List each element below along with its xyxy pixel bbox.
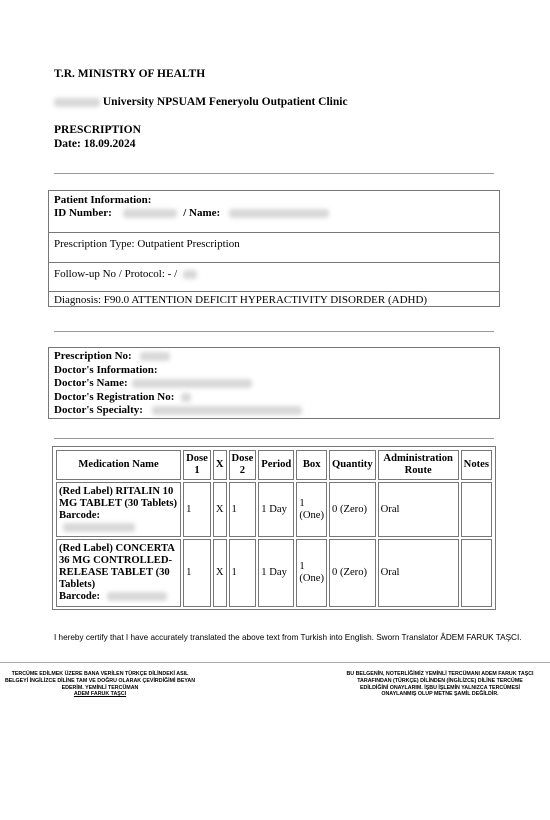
box-cell: 1 (One): [296, 539, 327, 607]
redacted-doctor-name: [132, 379, 252, 388]
patient-info-box: [48, 190, 500, 307]
redacted-protocol: [183, 270, 197, 279]
barcode-line: [59, 591, 178, 603]
table-row: [56, 482, 492, 537]
footer-right-line: ONAYLANMIŞ OLUP METNE ŞAMİL DEĞİLDİR.: [381, 691, 499, 698]
barcode-label: Barcode:: [59, 591, 100, 602]
footer-left-note: [0, 671, 200, 698]
footer-divider: [0, 662, 550, 663]
med-name: (Red Label) CONCERTA 36 MG CONTROLLED-RELEASE TABLET (30 Tablets): [59, 543, 175, 590]
route-cell: Oral: [378, 539, 459, 607]
header-box: Box: [296, 450, 327, 480]
doctor-reg-label: Doctor's Registration No:: [54, 390, 175, 403]
name-label: / Name:: [183, 207, 221, 219]
period-cell: 1 Day: [258, 539, 294, 607]
prescription-no-line: [54, 350, 302, 364]
divider-1: [54, 173, 494, 174]
ministry-heading: T.R. MINISTRY OF HEALTH: [54, 68, 206, 80]
footer-right-line: BU BELGENİN, NOTERLİĞİMİZ YEMİNLİ TERCÜMANI ADEM FARUK TAŞCI: [346, 671, 534, 677]
dose2-cell: 1: [229, 482, 257, 537]
footer-right-line: TARAFINDAN (TÜRKÇE) DİLİNDEN (İNGİLİZCE) DİLİNE TERCÜME: [357, 677, 523, 684]
route-cell: Oral: [378, 482, 459, 537]
barcode-label: Barcode:: [59, 509, 100, 521]
med-name-cell: [56, 539, 181, 607]
quantity-cell: 0 (Zero): [329, 539, 376, 607]
footer-left-line: TERCÜME EDİLMEK ÜZERE BANA VERİLEN TÜRKÇE DİLİNDEKİ ASIL: [11, 671, 189, 677]
translator-certification: I hereby certify that I have accurately translated the above text from Turkish into English. Sworn Translator ÂDEM FARUK TAŞCI.: [54, 633, 522, 642]
header-period: Period: [258, 450, 294, 480]
prescription-type-row: [49, 232, 499, 262]
doctor-reg-line: [54, 391, 302, 405]
patient-info-cell: [54, 194, 329, 220]
divider-3: [54, 438, 494, 439]
table-row: [56, 539, 492, 607]
notes-cell: [461, 482, 492, 537]
doctor-spec-line: [54, 404, 302, 418]
header-quantity: Quantity: [329, 450, 376, 480]
doctor-spec-label: Doctor's Specialty:: [54, 404, 143, 417]
redacted-prescription-no: [140, 352, 170, 361]
footer-left-line: EDERİM. YEMİNLİ TERCÜMAN: [61, 684, 139, 691]
med-name: (Red Label) RITALIN 10 MG TABLET (30 Tablets): [59, 485, 178, 509]
prescription-date: Date: 18.09.2024: [54, 138, 136, 150]
follow-up-row: [49, 262, 499, 291]
notes-cell: [461, 539, 492, 607]
patient-info-label: Patient Information:: [54, 194, 152, 206]
dose2-cell: 1: [229, 539, 257, 607]
footer-left-translator-name: ADEM FARUK TAŞCI: [73, 691, 127, 698]
redacted-barcode: [63, 523, 135, 532]
header-dose1: Dose 1: [183, 450, 211, 480]
redacted-doctor-reg: [181, 393, 191, 402]
document-title: PRESCRIPTION: [54, 124, 141, 136]
follow-up-protocol: Follow-up No / Protocol: - /: [54, 268, 178, 280]
dose1-cell: 1: [183, 539, 211, 607]
quantity-cell: 0 (Zero): [329, 482, 376, 537]
footer-left-line: BELGEYİ İNGİLİZCE DİLİNE TAM VE DOĞRU OLARAK ÇEVİRDİĞİMİ BEYAN: [4, 677, 196, 684]
footer-right-line: EDİLDİĞİNİ ONAYLARIM. İŞBU İŞLEMİN YALNIZCA TERCÜMESİ: [360, 684, 520, 691]
id-number-label: ID Number:: [54, 207, 112, 219]
redacted-clinic-prefix: [54, 98, 100, 107]
clinic-name-text: University NPSUAM Feneryolu Outpatient Clinic: [102, 96, 348, 108]
redacted-name: [229, 209, 329, 218]
period-cell: 1 Day: [258, 482, 294, 537]
x-cell: X: [213, 539, 227, 607]
redacted-id: [123, 209, 177, 218]
medications-table: [54, 448, 494, 609]
header-route: Administration Route: [378, 450, 459, 480]
dose1-cell: 1: [183, 482, 211, 537]
header-dose2: Dose 2: [229, 450, 257, 480]
doctor-name-line: [54, 377, 302, 391]
header-medication-name: Medication Name: [56, 450, 181, 480]
divider-2: [54, 331, 494, 332]
redacted-barcode: [107, 592, 167, 601]
x-cell: X: [213, 482, 227, 537]
footer-right-note: [330, 671, 550, 698]
follow-up-cell: [54, 268, 197, 281]
patient-id-line: [54, 207, 329, 220]
clinic-name: [54, 96, 348, 108]
diagnosis-row: [49, 291, 499, 307]
prescription-type: Prescription Type: Outpatient Prescription: [54, 238, 240, 250]
med-name-cell: [56, 482, 181, 537]
redacted-doctor-spec: [152, 406, 302, 415]
header-x: X: [213, 450, 227, 480]
box-cell: 1 (One): [296, 482, 327, 537]
doctor-name-label: Doctor's Name:: [54, 377, 128, 390]
prescription-no-label: Prescription No:: [54, 350, 132, 362]
doctor-info-label: Doctor's Information:: [54, 363, 158, 376]
barcode-line: [59, 510, 178, 534]
diagnosis: Diagnosis: F90.0 ATTENTION DEFICIT HYPERACTIVITY DISORDER (ADHD): [54, 294, 428, 306]
prescription-title-block: [54, 123, 141, 151]
table-header-row: [56, 450, 492, 480]
header-notes: Notes: [461, 450, 492, 480]
doctor-info-block: [54, 350, 302, 418]
